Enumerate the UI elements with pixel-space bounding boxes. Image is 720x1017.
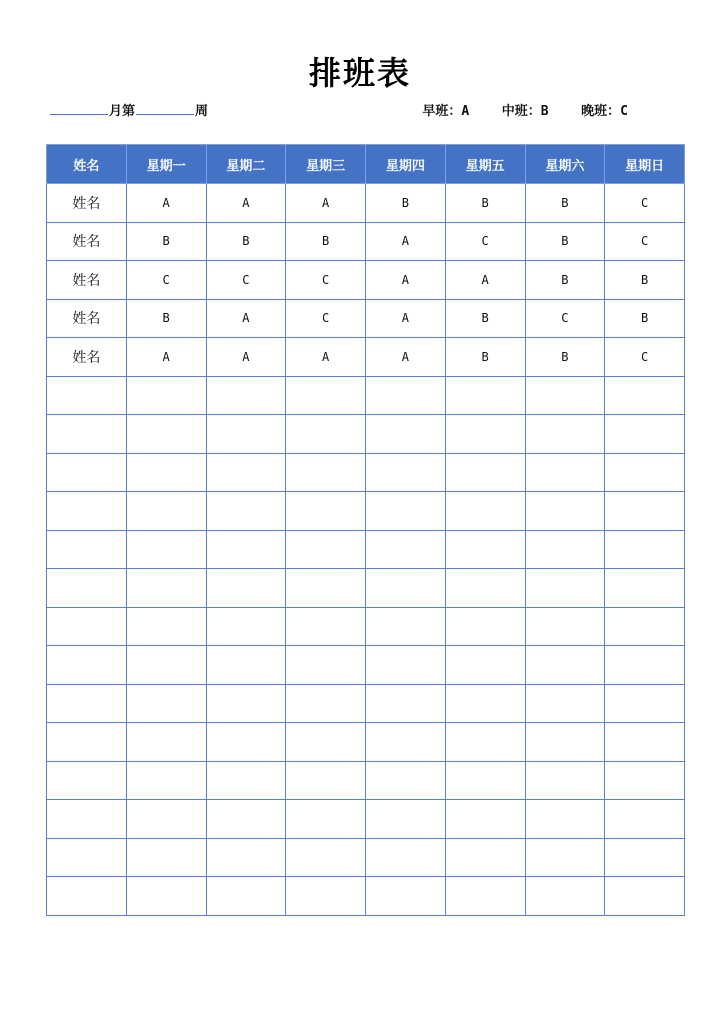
shift-cell[interactable] [525, 646, 605, 685]
shift-cell[interactable]: C [605, 222, 685, 261]
shift-cell[interactable] [286, 376, 366, 415]
shift-cell[interactable] [126, 607, 206, 646]
table-row [47, 415, 685, 454]
shift-cell[interactable] [366, 569, 446, 608]
shift-cell[interactable]: A [366, 261, 446, 300]
name-cell[interactable] [47, 800, 127, 839]
shift-cell[interactable] [525, 761, 605, 800]
shift-cell[interactable] [445, 530, 525, 569]
shift-cell[interactable] [605, 569, 685, 608]
table-row [47, 376, 685, 415]
table-row [47, 569, 685, 608]
shift-cell[interactable]: B [525, 222, 605, 261]
table-row [47, 530, 685, 569]
shift-cell[interactable]: B [525, 261, 605, 300]
shift-cell[interactable] [366, 800, 446, 839]
shift-cell[interactable]: A [206, 299, 286, 338]
shift-cell[interactable] [366, 415, 446, 454]
column-header-day: 星期五 [445, 145, 525, 184]
name-cell[interactable] [47, 415, 127, 454]
shift-cell[interactable]: A [286, 184, 366, 223]
table-row [47, 761, 685, 800]
shift-cell[interactable]: C [445, 222, 525, 261]
shift-cell[interactable]: C [605, 338, 685, 377]
name-cell[interactable]: 姓名 [47, 338, 127, 377]
page-title: 排班表 [308, 54, 411, 92]
shift-cell[interactable] [605, 607, 685, 646]
shift-cell[interactable] [445, 453, 525, 492]
shift-cell[interactable] [126, 877, 206, 916]
shift-cell[interactable] [366, 376, 446, 415]
legend-middle-shift [502, 104, 549, 119]
shift-cell[interactable] [126, 453, 206, 492]
table-row [47, 261, 685, 300]
shift-cell[interactable]: B [366, 184, 446, 223]
shift-cell[interactable] [206, 492, 286, 531]
name-cell[interactable] [47, 646, 127, 685]
shift-cell[interactable] [126, 530, 206, 569]
legend-value: C [620, 104, 628, 119]
shift-cell[interactable]: C [286, 299, 366, 338]
shift-cell[interactable]: B [206, 222, 286, 261]
shift-cell[interactable] [445, 492, 525, 531]
shift-cell[interactable] [445, 877, 525, 916]
shift-legend [394, 100, 628, 119]
shift-cell[interactable]: B [605, 261, 685, 300]
name-cell[interactable] [47, 492, 127, 531]
shift-cell[interactable]: B [286, 222, 366, 261]
shift-cell[interactable] [605, 800, 685, 839]
shift-cell[interactable]: C [525, 299, 605, 338]
table-row [47, 800, 685, 839]
name-cell[interactable] [47, 530, 127, 569]
shift-cell[interactable] [286, 877, 366, 916]
month-week-label: 月第 [109, 104, 136, 119]
shift-cell[interactable] [605, 646, 685, 685]
shift-cell[interactable] [445, 646, 525, 685]
shift-cell[interactable] [206, 607, 286, 646]
shift-cell[interactable] [525, 723, 605, 762]
shift-cell[interactable] [605, 838, 685, 877]
shift-cell[interactable] [286, 684, 366, 723]
shift-cell[interactable] [525, 492, 605, 531]
shift-cell[interactable] [525, 838, 605, 877]
shift-cell[interactable]: C [126, 261, 206, 300]
column-header-day: 星期六 [525, 145, 605, 184]
shift-cell[interactable]: C [286, 261, 366, 300]
legend-label: 晚班： [581, 104, 621, 119]
name-cell[interactable] [47, 607, 127, 646]
shift-cell[interactable] [605, 723, 685, 762]
column-header-day: 星期四 [366, 145, 446, 184]
shift-cell[interactable] [445, 415, 525, 454]
name-cell[interactable] [47, 453, 127, 492]
table-row [47, 492, 685, 531]
shift-cell[interactable] [206, 877, 286, 916]
shift-cell[interactable] [206, 453, 286, 492]
shift-cell[interactable]: B [445, 299, 525, 338]
shift-cell[interactable] [366, 723, 446, 762]
shift-cell[interactable] [445, 376, 525, 415]
shift-cell[interactable] [525, 530, 605, 569]
shift-cell[interactable] [445, 723, 525, 762]
shift-cell[interactable]: A [206, 338, 286, 377]
shift-cell[interactable] [126, 569, 206, 608]
table-row [47, 607, 685, 646]
legend-label: 早班： [422, 104, 462, 119]
name-cell[interactable]: 姓名 [47, 222, 127, 261]
shift-cell[interactable] [366, 684, 446, 723]
shift-cell[interactable]: A [286, 338, 366, 377]
name-cell[interactable] [47, 761, 127, 800]
shift-cell[interactable] [366, 607, 446, 646]
column-header-day: 星期三 [286, 145, 366, 184]
shift-cell[interactable] [286, 607, 366, 646]
table-header [47, 145, 685, 184]
shift-cell[interactable]: B [605, 299, 685, 338]
shift-cell[interactable] [605, 453, 685, 492]
table-row [47, 184, 685, 223]
shift-cell[interactable] [206, 569, 286, 608]
shift-cell[interactable] [366, 761, 446, 800]
table-row [47, 723, 685, 762]
shift-cell[interactable] [206, 800, 286, 839]
legend-value: B [540, 104, 549, 119]
shift-cell[interactable] [605, 376, 685, 415]
shift-cell[interactable]: A [366, 338, 446, 377]
table-row [47, 338, 685, 377]
shift-cell[interactable] [206, 684, 286, 723]
shift-cell[interactable] [525, 607, 605, 646]
date-fill-in [50, 100, 209, 119]
shift-cell[interactable] [286, 646, 366, 685]
shift-cell[interactable]: C [206, 261, 286, 300]
name-cell[interactable] [47, 569, 127, 608]
shift-cell[interactable] [605, 761, 685, 800]
column-header-day: 星期日 [605, 145, 685, 184]
table-row [47, 299, 685, 338]
name-cell[interactable]: 姓名 [47, 184, 127, 223]
legend-label: 中班： [501, 104, 541, 119]
shift-cell[interactable]: C [605, 184, 685, 223]
shift-cell[interactable] [206, 415, 286, 454]
shift-cell[interactable] [126, 415, 206, 454]
shift-cell[interactable]: A [126, 184, 206, 223]
week-blank-field[interactable] [136, 100, 194, 115]
shift-cell[interactable]: A [445, 261, 525, 300]
shift-cell[interactable] [445, 607, 525, 646]
shift-cell[interactable] [525, 877, 605, 916]
shift-cell[interactable] [605, 877, 685, 916]
shift-cell[interactable] [366, 453, 446, 492]
shift-cell[interactable] [206, 838, 286, 877]
shift-cell[interactable] [605, 684, 685, 723]
shift-cell[interactable] [445, 684, 525, 723]
shift-cell[interactable] [286, 838, 366, 877]
shift-cell[interactable] [286, 569, 366, 608]
shift-cell[interactable] [525, 415, 605, 454]
shift-cell[interactable] [605, 415, 685, 454]
shift-cell[interactable] [445, 800, 525, 839]
shift-cell[interactable] [525, 800, 605, 839]
shift-cell[interactable] [605, 492, 685, 531]
shift-cell[interactable] [525, 684, 605, 723]
table-row [47, 222, 685, 261]
shift-cell[interactable] [206, 761, 286, 800]
column-header-day: 星期二 [206, 145, 286, 184]
table-row [47, 684, 685, 723]
shift-cell[interactable] [206, 376, 286, 415]
legend-value: A [461, 104, 470, 119]
name-cell[interactable] [47, 723, 127, 762]
shift-cell[interactable]: A [366, 299, 446, 338]
shift-cell[interactable]: B [126, 222, 206, 261]
name-cell[interactable] [47, 376, 127, 415]
shift-cell[interactable] [445, 761, 525, 800]
shift-cell[interactable] [286, 492, 366, 531]
legend-early-shift [422, 104, 469, 119]
name-cell[interactable] [47, 877, 127, 916]
shift-cell[interactable] [206, 646, 286, 685]
shift-cell[interactable]: B [525, 184, 605, 223]
name-cell[interactable] [47, 838, 127, 877]
shift-cell[interactable] [366, 838, 446, 877]
shift-cell[interactable]: A [126, 338, 206, 377]
shift-cell[interactable] [605, 530, 685, 569]
shift-cell[interactable] [126, 838, 206, 877]
shift-cell[interactable] [366, 646, 446, 685]
shift-cell[interactable] [286, 530, 366, 569]
week-label: 周 [195, 104, 209, 119]
shift-cell[interactable] [126, 800, 206, 839]
shift-cell[interactable] [126, 492, 206, 531]
shift-cell[interactable] [525, 453, 605, 492]
shift-cell[interactable] [525, 569, 605, 608]
shift-cell[interactable]: B [126, 299, 206, 338]
shift-cell[interactable] [126, 761, 206, 800]
shift-cell[interactable] [445, 838, 525, 877]
shift-cell[interactable] [286, 415, 366, 454]
shift-cell[interactable] [206, 723, 286, 762]
header-row [47, 145, 685, 184]
shift-cell[interactable] [286, 761, 366, 800]
shift-cell[interactable]: B [445, 338, 525, 377]
name-cell[interactable] [47, 684, 127, 723]
table-row [47, 453, 685, 492]
legend-night-shift [581, 104, 628, 119]
shift-cell[interactable] [366, 492, 446, 531]
meta-row [50, 100, 684, 122]
shift-cell[interactable] [126, 684, 206, 723]
table-row [47, 838, 685, 877]
table-row [47, 646, 685, 685]
table-row [47, 877, 685, 916]
shift-cell[interactable] [286, 723, 366, 762]
shift-cell[interactable] [366, 530, 446, 569]
shift-cell[interactable] [126, 723, 206, 762]
shift-cell[interactable]: B [525, 338, 605, 377]
column-header-name: 姓名 [47, 145, 127, 184]
shift-cell[interactable]: B [445, 184, 525, 223]
shift-cell[interactable] [286, 453, 366, 492]
name-cell[interactable]: 姓名 [47, 299, 127, 338]
shift-cell[interactable] [126, 376, 206, 415]
shift-cell[interactable] [366, 877, 446, 916]
shift-cell[interactable] [525, 376, 605, 415]
column-header-day: 星期一 [126, 145, 206, 184]
shift-cell[interactable] [445, 569, 525, 608]
shift-cell[interactable] [286, 800, 366, 839]
table-body [47, 184, 685, 916]
schedule-table [46, 144, 685, 916]
shift-cell[interactable] [126, 646, 206, 685]
shift-cell[interactable] [206, 530, 286, 569]
month-blank-field[interactable] [50, 100, 108, 115]
name-cell[interactable]: 姓名 [47, 261, 127, 300]
shift-cell[interactable]: A [206, 184, 286, 223]
shift-cell[interactable]: A [366, 222, 446, 261]
